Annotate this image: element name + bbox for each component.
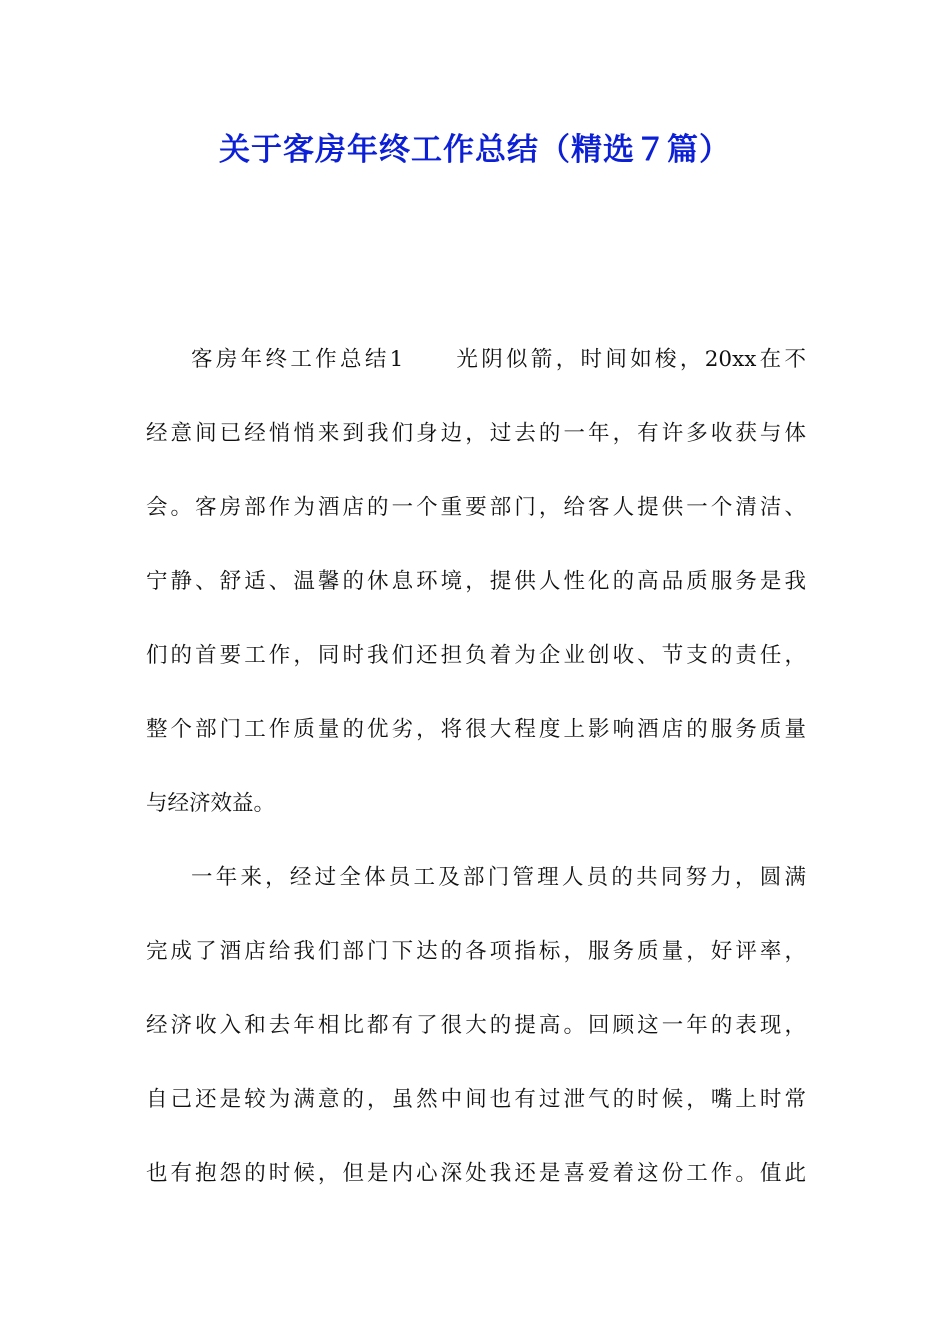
text-line: 与经济效益。: [146, 791, 276, 816]
document-body: [146, 337, 806, 1225]
text-line: 也有抱怨的时候，但是内心深处我还是喜爱着这份工作。值此: [146, 1161, 806, 1186]
text-line: 客房年终工作总结1 光阴似箭，时间如梭，20xx在不: [191, 347, 806, 372]
text-line: 们的首要工作，同时我们还担负着为企业创收、节支的责任，: [146, 643, 806, 668]
text-line: 会。客房部作为酒店的一个重要部门，给客人提供一个清洁、: [146, 495, 806, 520]
paragraph-1: [146, 337, 806, 855]
text-line: 一年来，经过全体员工及部门管理人员的共同努力，圆满: [191, 865, 806, 890]
text-line: 整个部门工作质量的优劣，将很大程度上影响酒店的服务质量: [146, 717, 806, 742]
paragraph-2: [146, 855, 806, 1225]
text-line: 完成了酒店给我们部门下达的各项指标，服务质量，好评率，: [146, 939, 806, 964]
text-line: 经意间已经悄悄来到我们身边，过去的一年，有许多收获与体: [146, 421, 806, 446]
text-line: 经济收入和去年相比都有了很大的提高。回顾这一年的表现，: [146, 1013, 806, 1038]
document-title: 关于客房年终工作总结（精选７篇）: [219, 132, 731, 168]
text-line: 自己还是较为满意的，虽然中间也有过泄气的时候，嘴上时常: [146, 1087, 806, 1112]
text-line: 宁静、舒适、温馨的休息环境，提供人性化的高品质服务是我: [146, 569, 806, 594]
